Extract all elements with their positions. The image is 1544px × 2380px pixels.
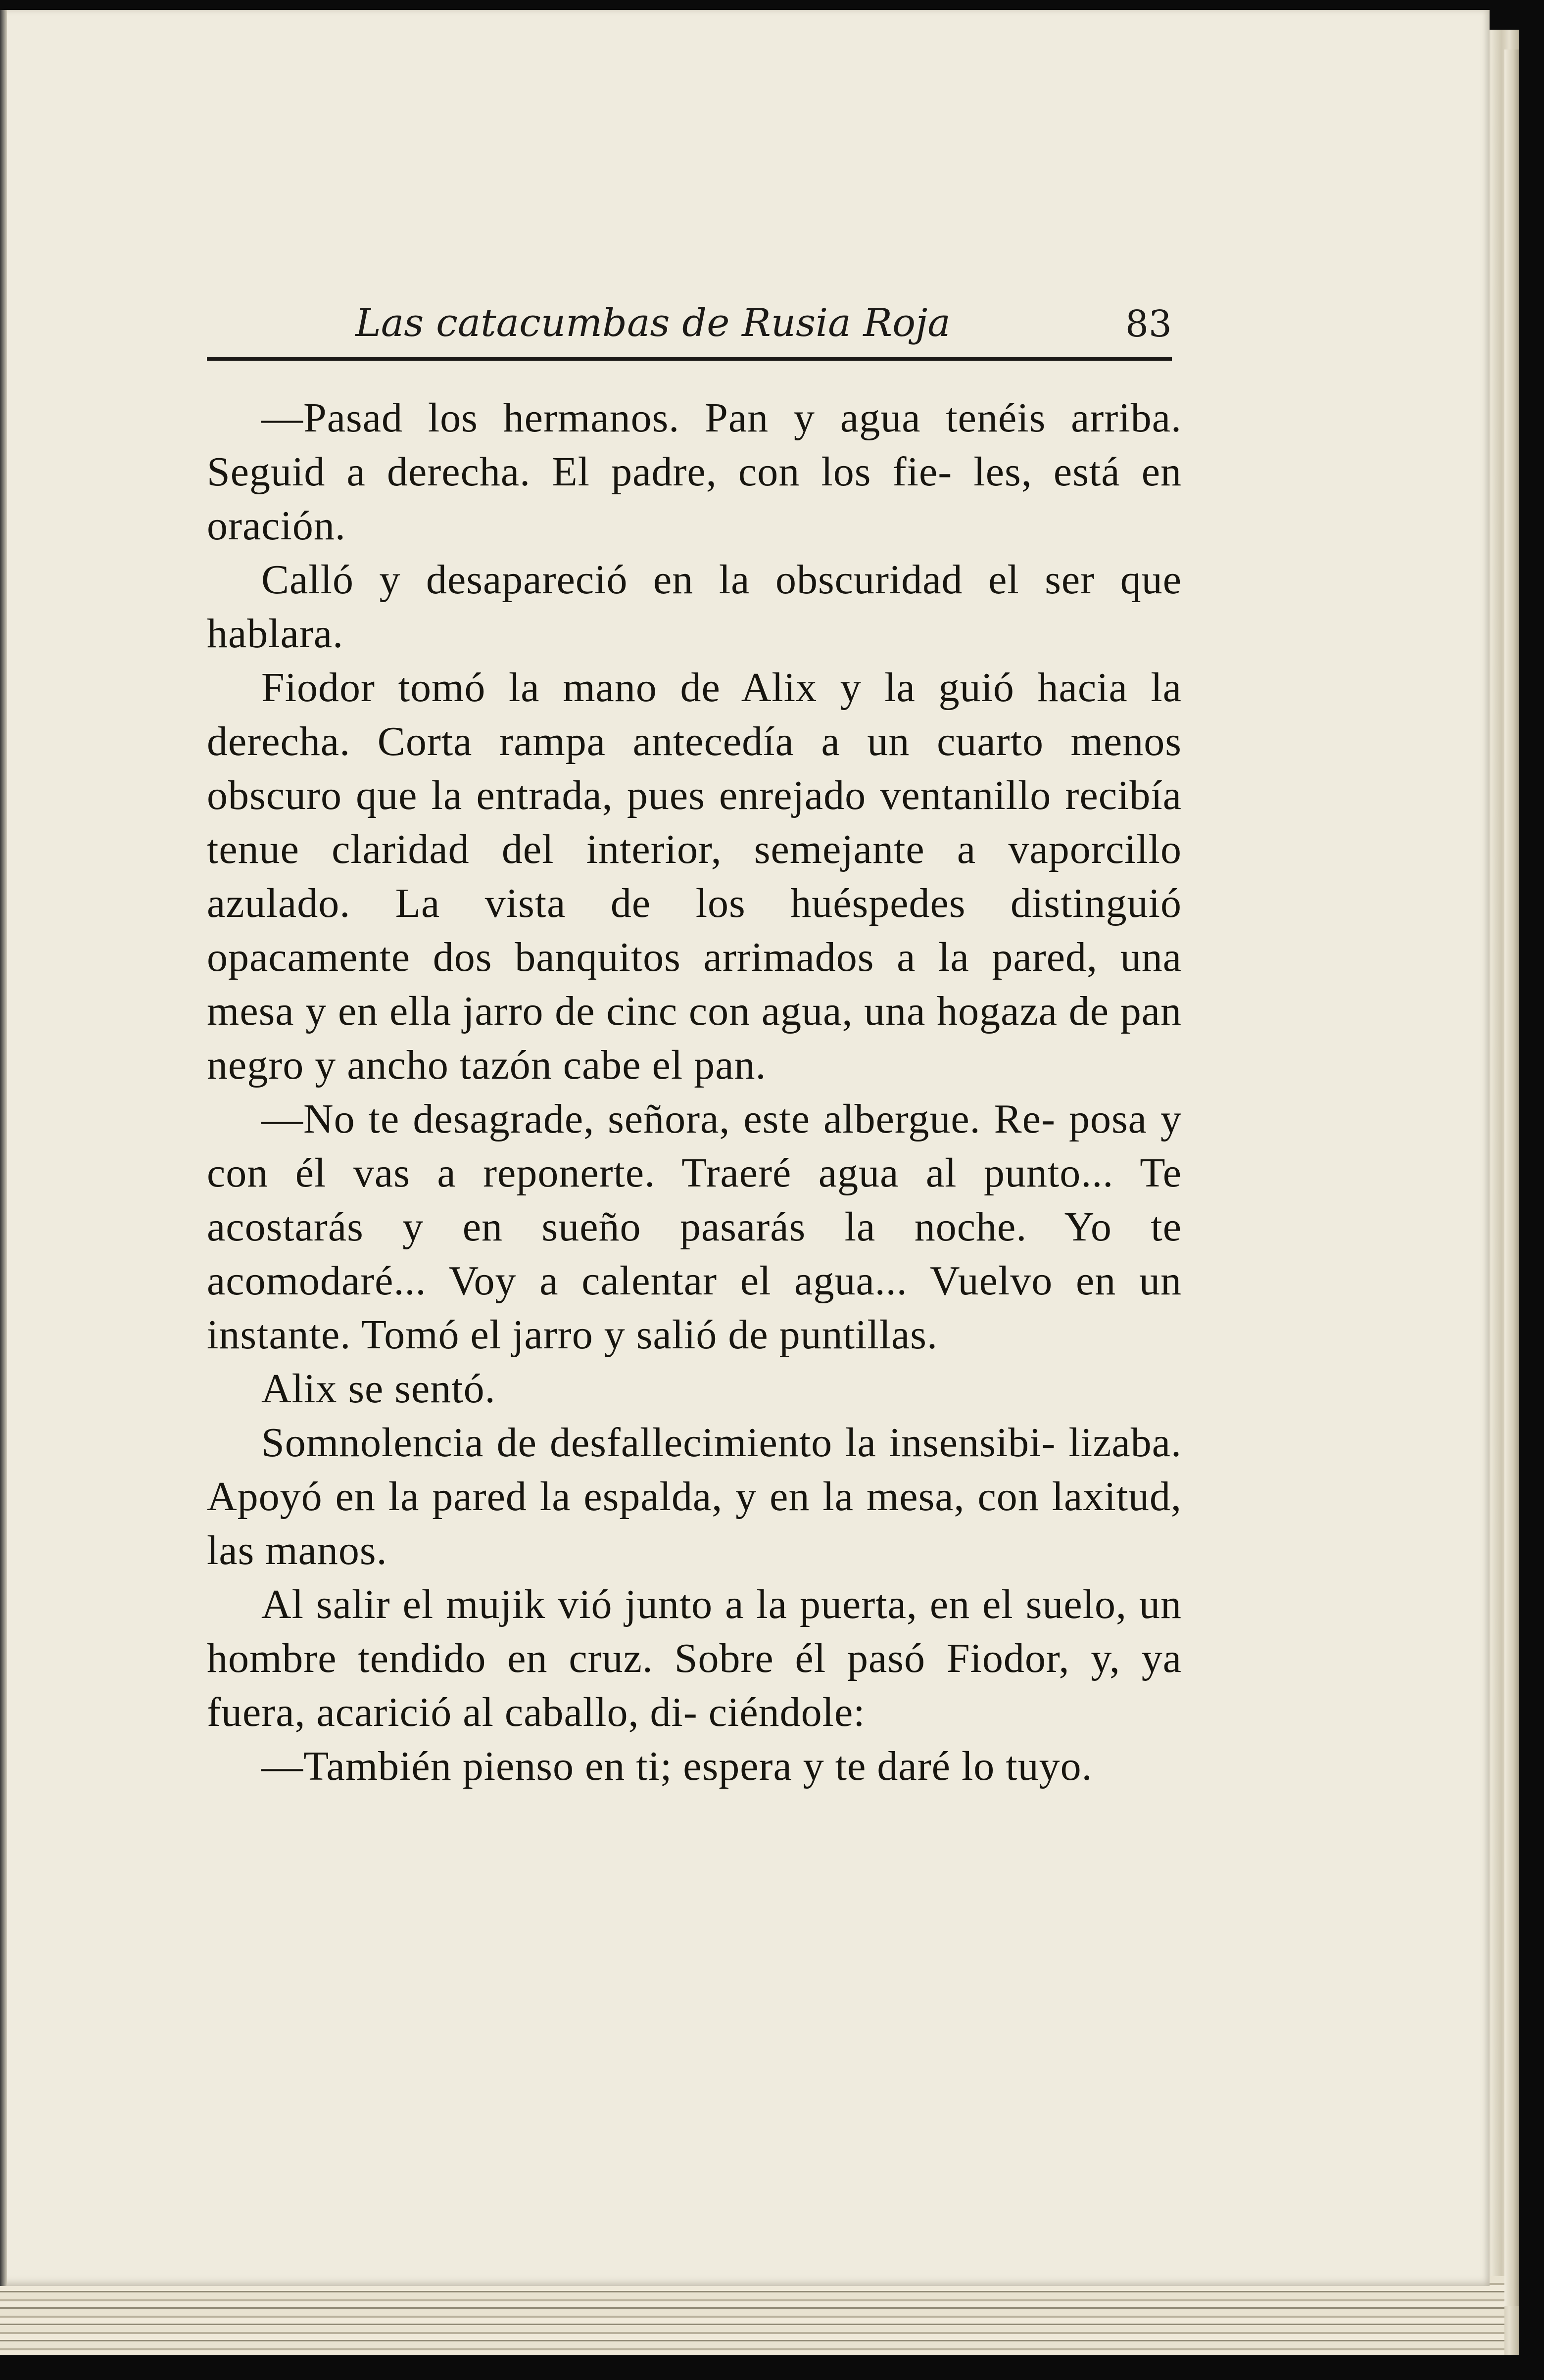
paragraph: Somnolencia de desfallecimiento la insensibi- lizaba. Apoyó en la pared la espalda, y en la mesa, con laxitud, las manos. <box>207 1420 1182 1573</box>
page-number: 83 <box>1125 303 1172 345</box>
paragraph: —No te desagrade, señora, este albergue. Re- posa y con él vas a reponerte. Traeré agua al punto... Te acostarás y en sueño pasarás la noche. Yo te acomodaré... Voy a calentar el agua... Vuelvo en un instante. Tomó el jarro y salió de puntillas. <box>207 1096 1182 1358</box>
paragraph: —Pasad los hermanos. Pan y agua tenéis arriba. Seguid a derecha. El padre, con los fie- les, está en oración. <box>207 395 1182 549</box>
paragraph: Calló y desapareció en la obscuridad el ser que hablara. <box>207 557 1182 657</box>
paragraph: —También pienso en ti; espera y te daré lo tuyo. <box>261 1743 1093 1789</box>
header-rule <box>207 357 1172 361</box>
body-text <box>207 391 1182 1793</box>
page-gutter <box>0 10 7 2286</box>
running-title: Las catacumbas de Rusia Roja <box>355 301 951 345</box>
page-stack-edge-outer <box>1504 49 1519 2306</box>
paragraph: Alix se sentó. <box>261 1366 496 1412</box>
page-header <box>207 277 1172 356</box>
paragraph: Fiodor tomó la mano de Alix y la guió hacia la derecha. Corta rampa antecedía a un cuarto menos obscuro que la entrada, pues enrejado ventanillo recibía tenue claridad del interior, semejante a vaporcillo azulado. La vista de los huéspedes distinguió opacamente dos banquitos arrimados a la pared, una mesa y en ella jarro de cinc con agua, una hogaza de pan negro y ancho tazón cabe el pan. <box>207 665 1182 1088</box>
page-stack-bottom <box>0 2276 1504 2355</box>
paragraph: Al salir el mujik vió junto a la puerta, en el suelo, un hombre tendido en cruz. Sobre él pasó Fiodor, y, ya fuera, acarició al caballo, di- ciéndole: <box>207 1581 1182 1735</box>
